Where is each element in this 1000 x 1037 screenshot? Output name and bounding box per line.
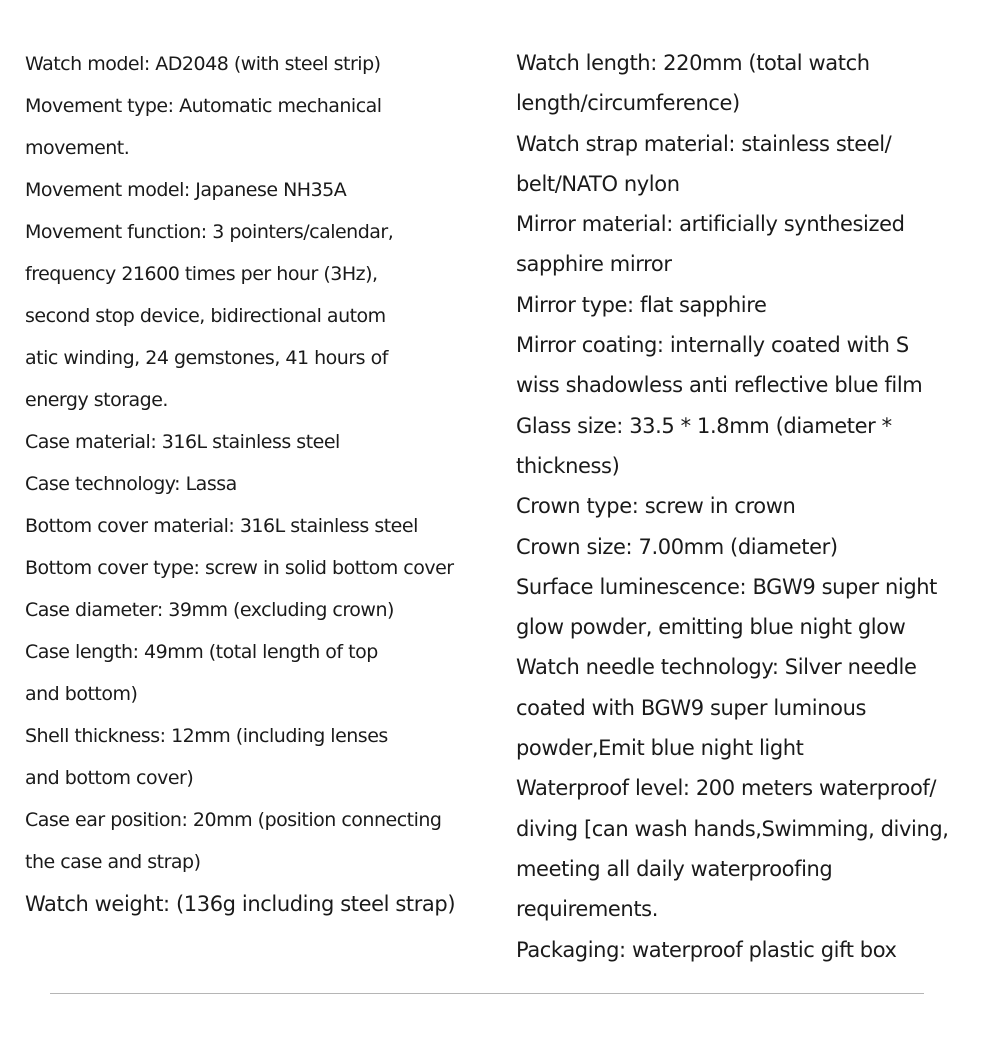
spec-line-needle-technology-cont-2: powder,Emit blue night light bbox=[516, 736, 804, 761]
spec-line-case-diameter: Case diameter: 39mm (excluding crown) bbox=[25, 599, 394, 621]
spec-line-packaging: Packaging: waterproof plastic gift box bbox=[516, 937, 897, 962]
spec-line-surface-luminescence: Surface luminescence: BGW9 super night bbox=[516, 574, 938, 599]
spec-line-movement-function-cont-1: frequency 21600 times per hour (3Hz), bbox=[25, 263, 378, 285]
spec-list-left bbox=[25, 43, 505, 925]
spec-line-case-ear-position-cont: the case and strap) bbox=[25, 851, 201, 873]
spec-line-case-ear-position: Case ear position: 20mm (position connecting bbox=[25, 809, 442, 831]
spec-line-case-length-cont: and bottom) bbox=[25, 683, 138, 705]
spec-line-crown-type: Crown type: screw in crown bbox=[516, 494, 796, 519]
spec-line-strap-material: Watch strap material: stainless steel/ bbox=[516, 131, 892, 156]
spec-line-movement-function-cont-3: atic winding, 24 gemstones, 41 hours of bbox=[25, 347, 388, 369]
spec-line-watch-length: Watch length: 220mm (total watch bbox=[516, 51, 870, 75]
spec-line-movement-model: Movement model: Japanese NH35A bbox=[25, 179, 347, 201]
spec-line-bottom-cover-material: Bottom cover material: 316L stainless steel bbox=[25, 515, 418, 537]
spec-line-mirror-material: Mirror material: artificially synthesized bbox=[516, 212, 905, 237]
spec-line-mirror-material-cont: sapphire mirror bbox=[516, 252, 672, 277]
spec-line-shell-thickness: Shell thickness: 12mm (including lenses bbox=[25, 725, 388, 747]
spec-line-movement-function-cont-2: second stop device, bidirectional autom bbox=[25, 305, 386, 327]
spec-line-case-material: Case material: 316L stainless steel bbox=[25, 431, 340, 453]
spec-line-surface-luminescence-cont: glow powder, emitting blue night glow bbox=[516, 615, 906, 640]
spec-line-needle-technology: Watch needle technology: Silver needle bbox=[516, 655, 917, 680]
spec-line-mirror-coating: Mirror coating: internally coated with S bbox=[516, 333, 909, 358]
spec-line-shell-thickness-cont: and bottom cover) bbox=[25, 767, 194, 789]
spec-line-case-length: Case length: 49mm (total length of top bbox=[25, 641, 378, 663]
spec-line-glass-size-cont: thickness) bbox=[516, 453, 620, 478]
spec-line-waterproof-level-cont-3: requirements. bbox=[516, 897, 658, 922]
bottom-divider bbox=[50, 993, 924, 994]
spec-line-needle-technology-cont-1: coated with BGW9 super luminous bbox=[516, 695, 867, 720]
spec-line-movement-type-cont: movement. bbox=[25, 137, 130, 159]
spec-line-movement-function: Movement function: 3 pointers/calendar, bbox=[25, 221, 394, 243]
spec-line-strap-material-cont: belt/NATO nylon bbox=[516, 171, 680, 196]
spec-line-waterproof-level: Waterproof level: 200 meters waterproof/ bbox=[516, 776, 937, 801]
spec-line-watch-length-cont: length/circumference) bbox=[516, 91, 740, 116]
spec-line-crown-size: Crown size: 7.00mm (diameter) bbox=[516, 534, 838, 559]
spec-line-case-technology: Case technology: Lassa bbox=[25, 473, 237, 495]
spec-line-watch-weight: Watch weight: (136g including steel strap) bbox=[25, 892, 456, 916]
spec-line-watch-model: Watch model: AD2048 (with steel strip) bbox=[25, 53, 381, 75]
spec-list-right bbox=[516, 43, 986, 970]
spec-line-waterproof-level-cont-2: meeting all daily waterproofing bbox=[516, 856, 833, 881]
spec-line-glass-size: Glass size: 33.5 * 1.8mm (diameter * bbox=[516, 413, 892, 438]
spec-line-mirror-type: Mirror type: flat sapphire bbox=[516, 292, 767, 317]
spec-line-mirror-coating-cont: wiss shadowless anti reflective blue film bbox=[516, 373, 923, 398]
spec-line-waterproof-level-cont-1: diving [can wash hands,Swimming, diving, bbox=[516, 816, 949, 841]
spec-line-movement-function-cont-4: energy storage. bbox=[25, 389, 168, 411]
spec-line-movement-type: Movement type: Automatic mechanical bbox=[25, 95, 382, 117]
spec-line-bottom-cover-type: Bottom cover type: screw in solid bottom cover bbox=[25, 557, 454, 579]
